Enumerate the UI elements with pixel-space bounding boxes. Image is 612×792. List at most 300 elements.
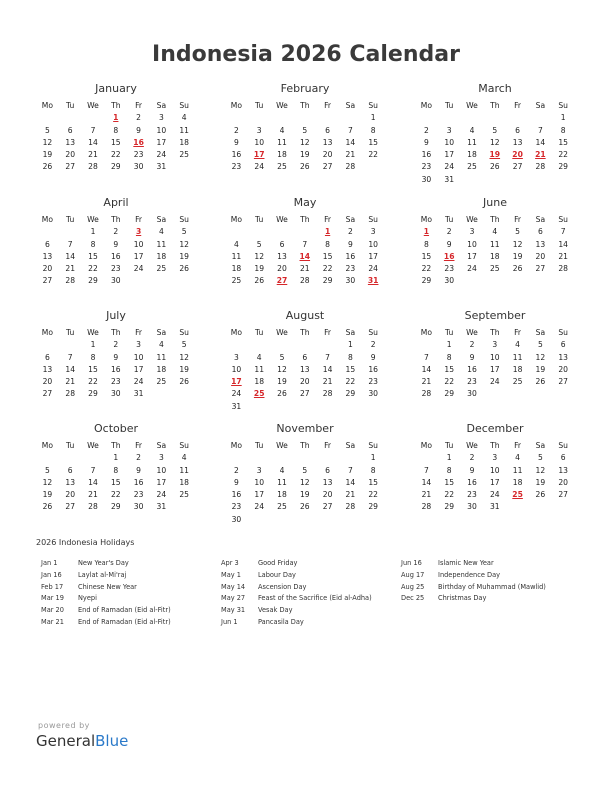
- weekday-label: Tu: [255, 328, 264, 337]
- day-cell: 24: [231, 389, 242, 399]
- day-cell: 23: [133, 490, 144, 500]
- holiday-day-cell: 17: [253, 150, 265, 160]
- day-cell: 11: [489, 239, 500, 249]
- day-cell: 8: [423, 239, 429, 249]
- weekday-label: Th: [490, 328, 500, 337]
- day-cell: 20: [277, 264, 287, 274]
- day-cell: 23: [467, 490, 477, 500]
- weekday-label: Sa: [535, 441, 546, 450]
- day-cell: 30: [345, 276, 356, 286]
- day-cell: [552, 388, 575, 400]
- week-row: [415, 263, 575, 275]
- day-cell: 8: [347, 352, 353, 362]
- week-row: [225, 251, 385, 263]
- day-cell: 28: [88, 162, 98, 172]
- day-cell: 11: [156, 352, 167, 362]
- weekday-label: Tu: [66, 101, 75, 110]
- day-cell: 25: [156, 377, 167, 387]
- week-row: [415, 125, 575, 137]
- holiday-day-cell: 14: [299, 251, 311, 261]
- weekday-label: Fr: [514, 328, 522, 337]
- day-cell: 5: [515, 227, 520, 237]
- holiday-day-cell: 31: [367, 276, 379, 286]
- day-cell: 9: [113, 239, 119, 249]
- week-row: [415, 226, 575, 238]
- week-row: [36, 501, 196, 513]
- day-cell: 9: [469, 352, 475, 362]
- day-cell: [506, 174, 529, 186]
- day-cell: 11: [179, 125, 190, 135]
- day-cell: 15: [88, 364, 98, 374]
- day-cell: 6: [67, 465, 73, 475]
- day-cell: 16: [231, 490, 242, 500]
- day-cell: 6: [44, 352, 50, 362]
- day-cell: 30: [110, 276, 121, 286]
- day-cell: 3: [158, 113, 164, 123]
- day-cell: 13: [42, 251, 53, 261]
- day-cell: 29: [444, 502, 455, 512]
- day-cell: 9: [233, 477, 239, 487]
- day-cell: 29: [558, 162, 569, 172]
- week-row: [225, 239, 385, 251]
- weekday-label: Mo: [230, 215, 242, 224]
- day-cell: 21: [421, 490, 432, 500]
- day-cell: 13: [322, 137, 333, 147]
- day-cell: [529, 112, 552, 124]
- day-cell: 4: [256, 352, 262, 362]
- holiday-day-cell: 16: [443, 251, 455, 261]
- week-row: [415, 161, 575, 173]
- weekday-label: Mo: [41, 441, 53, 450]
- week-row: [415, 174, 575, 186]
- week-row: [36, 239, 196, 251]
- day-cell: 19: [42, 490, 53, 500]
- day-cell: [248, 112, 271, 124]
- weekday-label: Mo: [230, 101, 242, 110]
- month-name: February: [280, 82, 330, 95]
- week-row: [225, 339, 385, 351]
- weekday-label: Fr: [135, 101, 143, 110]
- holiday-date: May 1: [221, 570, 241, 579]
- day-cell: 30: [421, 174, 432, 184]
- holiday-day-cell: 25: [512, 490, 523, 500]
- day-cell: 24: [444, 162, 455, 172]
- day-cell: 13: [558, 352, 569, 362]
- day-cell: 19: [299, 150, 310, 160]
- day-cell: 6: [325, 125, 330, 135]
- holiday-name: Islamic New Year: [438, 559, 494, 567]
- holiday-name: Pancasila Day: [258, 617, 304, 626]
- week-row: [36, 452, 196, 464]
- day-cell: 29: [88, 389, 98, 399]
- day-cell: [82, 452, 105, 464]
- day-cell: [552, 501, 575, 513]
- day-cell: 10: [156, 125, 167, 135]
- weekday-label: Sa: [345, 328, 356, 337]
- day-cell: [82, 112, 105, 124]
- day-cell: 28: [65, 276, 76, 286]
- day-cell: 2: [423, 125, 429, 135]
- weekday-label: Mo: [420, 328, 432, 337]
- day-cell: 8: [113, 125, 119, 135]
- week-row: [36, 263, 196, 275]
- day-cell: 28: [88, 502, 98, 512]
- day-cell: 2: [136, 113, 141, 123]
- day-cell: 13: [558, 465, 569, 475]
- holiday-date: May 14: [221, 582, 246, 591]
- day-cell: [339, 452, 362, 464]
- weekday-label: We: [276, 441, 288, 450]
- day-cell: [483, 275, 506, 287]
- day-cell: 16: [467, 477, 477, 487]
- day-cell: 21: [88, 150, 98, 160]
- holiday-date: Jan 16: [41, 570, 62, 579]
- day-cell: 8: [90, 352, 96, 362]
- weekday-label: Th: [300, 328, 310, 337]
- day-cell: 20: [322, 490, 333, 500]
- day-cell: 21: [421, 377, 432, 387]
- day-cell: 17: [133, 251, 144, 261]
- day-cell: 27: [299, 389, 310, 399]
- day-cell: 1: [446, 453, 452, 463]
- holiday-day-cell: 27: [276, 276, 288, 286]
- day-cell: 30: [467, 502, 477, 512]
- day-cell: 4: [515, 453, 520, 463]
- weekday-label: Sa: [156, 328, 167, 337]
- day-cell: 24: [254, 502, 265, 512]
- weekday-label: Tu: [255, 101, 264, 110]
- day-cell: 3: [158, 453, 164, 463]
- day-cell: 19: [254, 264, 265, 274]
- week-row: [415, 376, 575, 388]
- week-row: [225, 263, 385, 275]
- month-name: April: [103, 196, 129, 209]
- day-cell: 6: [302, 352, 308, 362]
- day-cell: 26: [512, 264, 523, 274]
- weekday-label: Sa: [535, 101, 546, 110]
- day-cell: 12: [535, 352, 546, 362]
- weekday-label: Mo: [41, 101, 53, 110]
- day-cell: 20: [558, 477, 569, 487]
- day-cell: [362, 514, 385, 526]
- day-cell: 10: [489, 465, 500, 475]
- weekday-label: Fr: [324, 215, 332, 224]
- day-cell: 24: [156, 490, 167, 500]
- day-cell: 15: [558, 137, 569, 147]
- day-cell: 22: [110, 150, 121, 160]
- day-cell: 20: [558, 364, 569, 374]
- day-cell: 10: [254, 137, 265, 147]
- day-cell: 4: [158, 227, 164, 237]
- holiday-entry: [221, 582, 401, 594]
- day-cell: 25: [467, 162, 477, 172]
- holiday-day-cell: 1: [113, 113, 119, 123]
- day-cell: [529, 275, 552, 287]
- day-cell: 7: [90, 465, 96, 475]
- week-row: [36, 364, 196, 376]
- day-cell: [293, 401, 316, 413]
- weekday-label: Su: [368, 215, 378, 224]
- day-cell: 20: [42, 377, 53, 387]
- day-cell: 1: [370, 453, 376, 463]
- day-cell: 20: [299, 377, 310, 387]
- weekday-label: Sa: [345, 215, 356, 224]
- holiday-name: End of Ramadan (Eid al-Fitr): [78, 617, 171, 626]
- holiday-date: Dec 25: [401, 594, 425, 603]
- day-cell: 5: [181, 340, 187, 350]
- day-cell: 24: [254, 162, 265, 172]
- day-cell: 16: [467, 364, 477, 374]
- weekday-label: Su: [179, 215, 189, 224]
- day-cell: 12: [179, 239, 190, 249]
- day-cell: 13: [277, 251, 287, 261]
- day-cell: 1: [446, 340, 452, 350]
- day-cell: 4: [233, 239, 239, 249]
- day-cell: [225, 112, 248, 124]
- day-cell: 26: [42, 502, 53, 512]
- day-cell: 20: [65, 490, 76, 500]
- weekday-header-row: [36, 327, 196, 339]
- day-cell: 1: [560, 113, 566, 123]
- day-cell: 21: [345, 150, 356, 160]
- day-cell: 8: [446, 465, 452, 475]
- holiday-date: Jun 16: [401, 559, 422, 567]
- week-row: [225, 352, 385, 364]
- day-cell: 14: [421, 477, 432, 487]
- day-cell: 16: [110, 364, 121, 374]
- holiday-entry: [221, 570, 401, 582]
- holiday-entry: [401, 582, 581, 594]
- day-cell: 5: [537, 453, 543, 463]
- day-cell: 17: [368, 251, 379, 261]
- holiday-name: Independence Day: [438, 570, 501, 579]
- day-cell: 15: [421, 251, 432, 261]
- holiday-date: Mar 19: [41, 594, 64, 603]
- week-row: [36, 477, 196, 489]
- holiday-date: May 31: [221, 606, 246, 615]
- day-cell: 28: [558, 264, 569, 274]
- week-row: [36, 352, 196, 364]
- day-cell: 7: [90, 125, 96, 135]
- month-july: [36, 309, 196, 401]
- day-cell: 11: [156, 239, 167, 249]
- day-cell: 22: [444, 490, 455, 500]
- day-cell: [415, 112, 438, 124]
- weekday-label: We: [276, 328, 288, 337]
- weekday-label: Tu: [445, 441, 454, 450]
- weekday-label: Su: [179, 328, 189, 337]
- day-cell: 1: [347, 340, 353, 350]
- day-cell: 16: [368, 364, 379, 374]
- day-cell: 21: [65, 264, 76, 274]
- weekday-label: Su: [368, 441, 378, 450]
- day-cell: 23: [133, 150, 144, 160]
- weekday-label: Tu: [255, 441, 264, 450]
- weekday-label: We: [87, 101, 99, 110]
- week-row: [36, 275, 196, 287]
- day-cell: [59, 112, 82, 124]
- week-row: [36, 251, 196, 263]
- day-cell: [529, 174, 552, 186]
- day-cell: [59, 339, 82, 351]
- day-cell: 26: [42, 162, 53, 172]
- day-cell: 10: [444, 137, 455, 147]
- day-cell: 25: [489, 264, 500, 274]
- day-cell: 23: [345, 264, 356, 274]
- holiday-entry: [41, 617, 221, 629]
- month-february: [225, 82, 385, 174]
- day-cell: 27: [42, 276, 53, 286]
- day-cell: 27: [558, 377, 569, 387]
- day-cell: 2: [446, 227, 452, 237]
- day-cell: 29: [345, 389, 356, 399]
- day-cell: 14: [88, 477, 98, 487]
- day-cell: 13: [65, 477, 76, 487]
- day-cell: 14: [421, 364, 432, 374]
- day-cell: 25: [231, 276, 242, 286]
- day-cell: [552, 174, 575, 186]
- day-cell: 5: [181, 227, 187, 237]
- weekday-label: Fr: [324, 101, 332, 110]
- day-cell: 31: [231, 401, 242, 411]
- weekday-label: Th: [111, 441, 121, 450]
- day-cell: 26: [179, 264, 190, 274]
- day-cell: 21: [558, 251, 569, 261]
- weekday-label: Sa: [345, 101, 356, 110]
- day-cell: 26: [299, 502, 310, 512]
- month-december: [415, 422, 575, 514]
- day-cell: 27: [558, 490, 569, 500]
- week-row: [225, 501, 385, 513]
- day-cell: 12: [299, 477, 310, 487]
- day-cell: 2: [469, 340, 475, 350]
- day-cell: 30: [110, 389, 121, 399]
- week-row: [225, 489, 385, 501]
- month-may: [225, 196, 385, 288]
- day-cell: 28: [421, 389, 432, 399]
- weekday-label: Tu: [66, 441, 75, 450]
- day-cell: 25: [179, 150, 190, 160]
- day-cell: 5: [302, 465, 308, 475]
- week-row: [225, 401, 385, 413]
- day-cell: 17: [254, 490, 265, 500]
- day-cell: [59, 452, 82, 464]
- day-cell: [36, 226, 59, 238]
- holiday-day-cell: 1: [324, 227, 331, 237]
- day-cell: 23: [421, 162, 432, 172]
- holiday-name: Christmas Day: [438, 594, 487, 603]
- week-row: [415, 339, 575, 351]
- day-cell: 15: [444, 477, 455, 487]
- day-cell: 1: [113, 453, 119, 463]
- weekday-header-row: [415, 214, 575, 226]
- holiday-name: Birthday of Muhammad (Mawlid): [438, 582, 546, 591]
- day-cell: 11: [512, 352, 523, 362]
- holiday-column: [401, 558, 581, 605]
- day-cell: 11: [512, 465, 523, 475]
- week-row: [415, 452, 575, 464]
- weekday-label: Su: [179, 441, 189, 450]
- day-cell: 3: [492, 340, 498, 350]
- day-cell: 8: [90, 239, 96, 249]
- day-cell: [225, 452, 248, 464]
- day-cell: 9: [370, 352, 376, 362]
- day-cell: 16: [133, 477, 144, 487]
- day-cell: 30: [231, 514, 242, 524]
- day-cell: 2: [233, 125, 239, 135]
- weekday-label: Su: [558, 441, 568, 450]
- day-cell: 29: [322, 276, 333, 286]
- day-cell: [293, 112, 316, 124]
- day-cell: 10: [467, 239, 477, 249]
- month-name: June: [483, 196, 507, 209]
- day-cell: 20: [535, 251, 546, 261]
- day-cell: 31: [156, 162, 167, 172]
- day-cell: [36, 339, 59, 351]
- day-cell: [506, 112, 529, 124]
- day-cell: 7: [537, 125, 543, 135]
- day-cell: [271, 112, 294, 124]
- holiday-name: Labour Day: [258, 570, 296, 579]
- weekday-label: Mo: [420, 441, 432, 450]
- weekday-label: Sa: [535, 328, 546, 337]
- day-cell: [316, 112, 339, 124]
- weekday-label: Fr: [135, 441, 143, 450]
- day-cell: 11: [277, 477, 287, 487]
- day-cell: 19: [179, 251, 190, 261]
- day-cell: 24: [489, 377, 500, 387]
- holiday-day-cell: 16: [133, 137, 144, 147]
- weekday-label: Tu: [255, 215, 264, 224]
- day-cell: 26: [535, 377, 546, 387]
- day-cell: 5: [492, 125, 498, 135]
- day-cell: 22: [368, 490, 379, 500]
- holiday-name: New Year's Day: [78, 559, 129, 567]
- day-cell: 9: [446, 239, 452, 249]
- holiday-name: Good Friday: [258, 559, 298, 567]
- weekday-label: Tu: [445, 101, 454, 110]
- holiday-date: Feb 17: [41, 582, 64, 591]
- day-cell: 23: [368, 377, 379, 387]
- day-cell: 8: [370, 465, 376, 475]
- day-cell: [339, 401, 362, 413]
- day-cell: 29: [110, 502, 121, 512]
- day-cell: 20: [65, 150, 76, 160]
- day-cell: 29: [88, 276, 98, 286]
- weekday-label: Sa: [535, 215, 546, 224]
- weekday-label: We: [466, 101, 478, 110]
- day-cell: 18: [512, 364, 523, 374]
- month-january: [36, 82, 196, 174]
- day-cell: 5: [537, 340, 543, 350]
- day-cell: 18: [179, 137, 190, 147]
- day-cell: 27: [65, 502, 76, 512]
- holiday-entry: [41, 605, 221, 617]
- day-cell: 28: [421, 502, 432, 512]
- day-cell: 19: [512, 251, 523, 261]
- day-cell: 3: [492, 453, 498, 463]
- day-cell: 8: [325, 239, 330, 249]
- day-cell: [483, 174, 506, 186]
- day-cell: 23: [467, 377, 477, 387]
- weekday-label: We: [466, 328, 478, 337]
- day-cell: 18: [512, 477, 523, 487]
- day-cell: 29: [444, 389, 455, 399]
- day-cell: 11: [231, 251, 242, 261]
- day-cell: 3: [136, 340, 141, 350]
- week-row: [225, 465, 385, 477]
- day-cell: [173, 388, 196, 400]
